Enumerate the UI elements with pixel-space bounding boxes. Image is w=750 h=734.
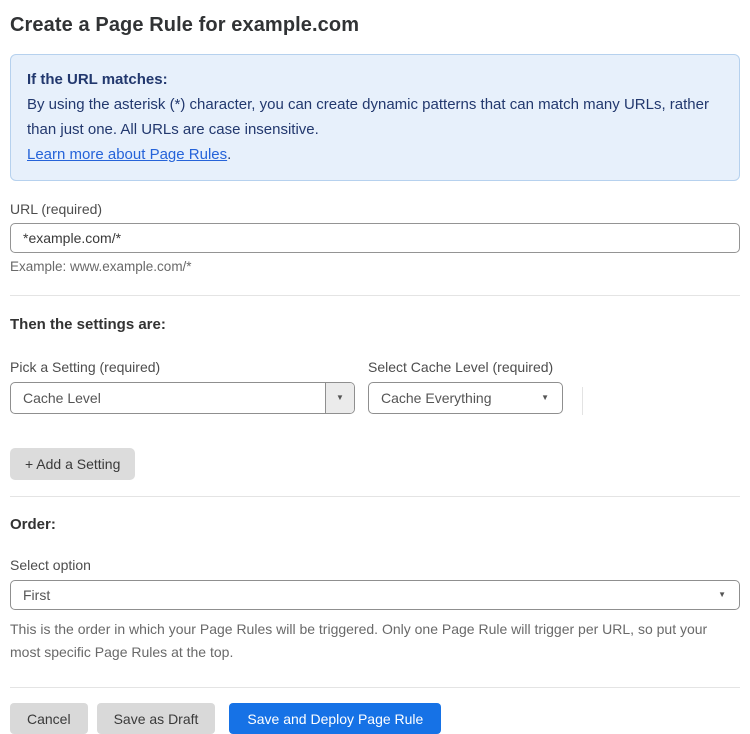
chevron-down-icon: ▼	[336, 393, 344, 402]
cache-level-picker-label: Select Cache Level (required)	[368, 359, 554, 375]
divider	[10, 496, 740, 497]
order-select-value: First	[23, 587, 51, 603]
setting-picker-column	[10, 359, 355, 415]
info-box-heading: If the URL matches:	[27, 71, 168, 88]
cache-level-value: Cache Everything	[381, 390, 492, 406]
order-helper-text: This is the order in which your Page Rules will be triggered. Only one Page Rule will trigger per URL, so put your most specific Page Rules at the top.	[10, 621, 708, 660]
url-helper-text: Example: www.example.com/*	[10, 259, 192, 274]
setting-picker-select[interactable]	[10, 382, 355, 414]
cache-level-select[interactable]	[368, 382, 563, 414]
divider	[582, 387, 583, 415]
settings-section-heading: Then the settings are:	[10, 316, 166, 333]
url-field-label: URL (required)	[10, 201, 103, 217]
url-input[interactable]	[10, 223, 740, 253]
save-as-draft-button[interactable]: Save as Draft	[97, 703, 216, 734]
link-suffix-text: .	[227, 146, 232, 163]
page-title: Create a Page Rule for example.com	[10, 14, 360, 36]
divider	[10, 687, 740, 688]
info-box-body: By using the asterisk (*) character, you can create dynamic patterns that can match many URLs, rather than just one. All URLs are case insensitive.	[27, 96, 709, 138]
chevron-down-icon: ▼	[541, 393, 549, 402]
learn-more-link[interactable]: Learn more about Page Rules	[27, 146, 228, 163]
form-actions	[10, 703, 740, 734]
info-box-link-line	[27, 142, 723, 167]
settings-pickers-row	[10, 359, 740, 415]
order-section-heading: Order:	[10, 516, 56, 533]
divider	[10, 295, 740, 296]
save-and-deploy-button[interactable]: Save and Deploy Page Rule	[229, 703, 441, 734]
setting-picker-label: Pick a Setting (required)	[10, 359, 161, 375]
url-match-info-box	[10, 54, 740, 181]
cache-level-picker-column	[368, 359, 563, 415]
order-select-label: Select option	[10, 557, 91, 573]
cancel-button[interactable]: Cancel	[10, 703, 88, 734]
setting-picker-arrow-segment[interactable]	[325, 383, 354, 413]
setting-picker-value: Cache Level	[23, 390, 101, 406]
order-select[interactable]	[10, 580, 740, 610]
chevron-down-icon: ▼	[718, 590, 726, 599]
add-setting-button[interactable]: + Add a Setting	[10, 448, 135, 480]
